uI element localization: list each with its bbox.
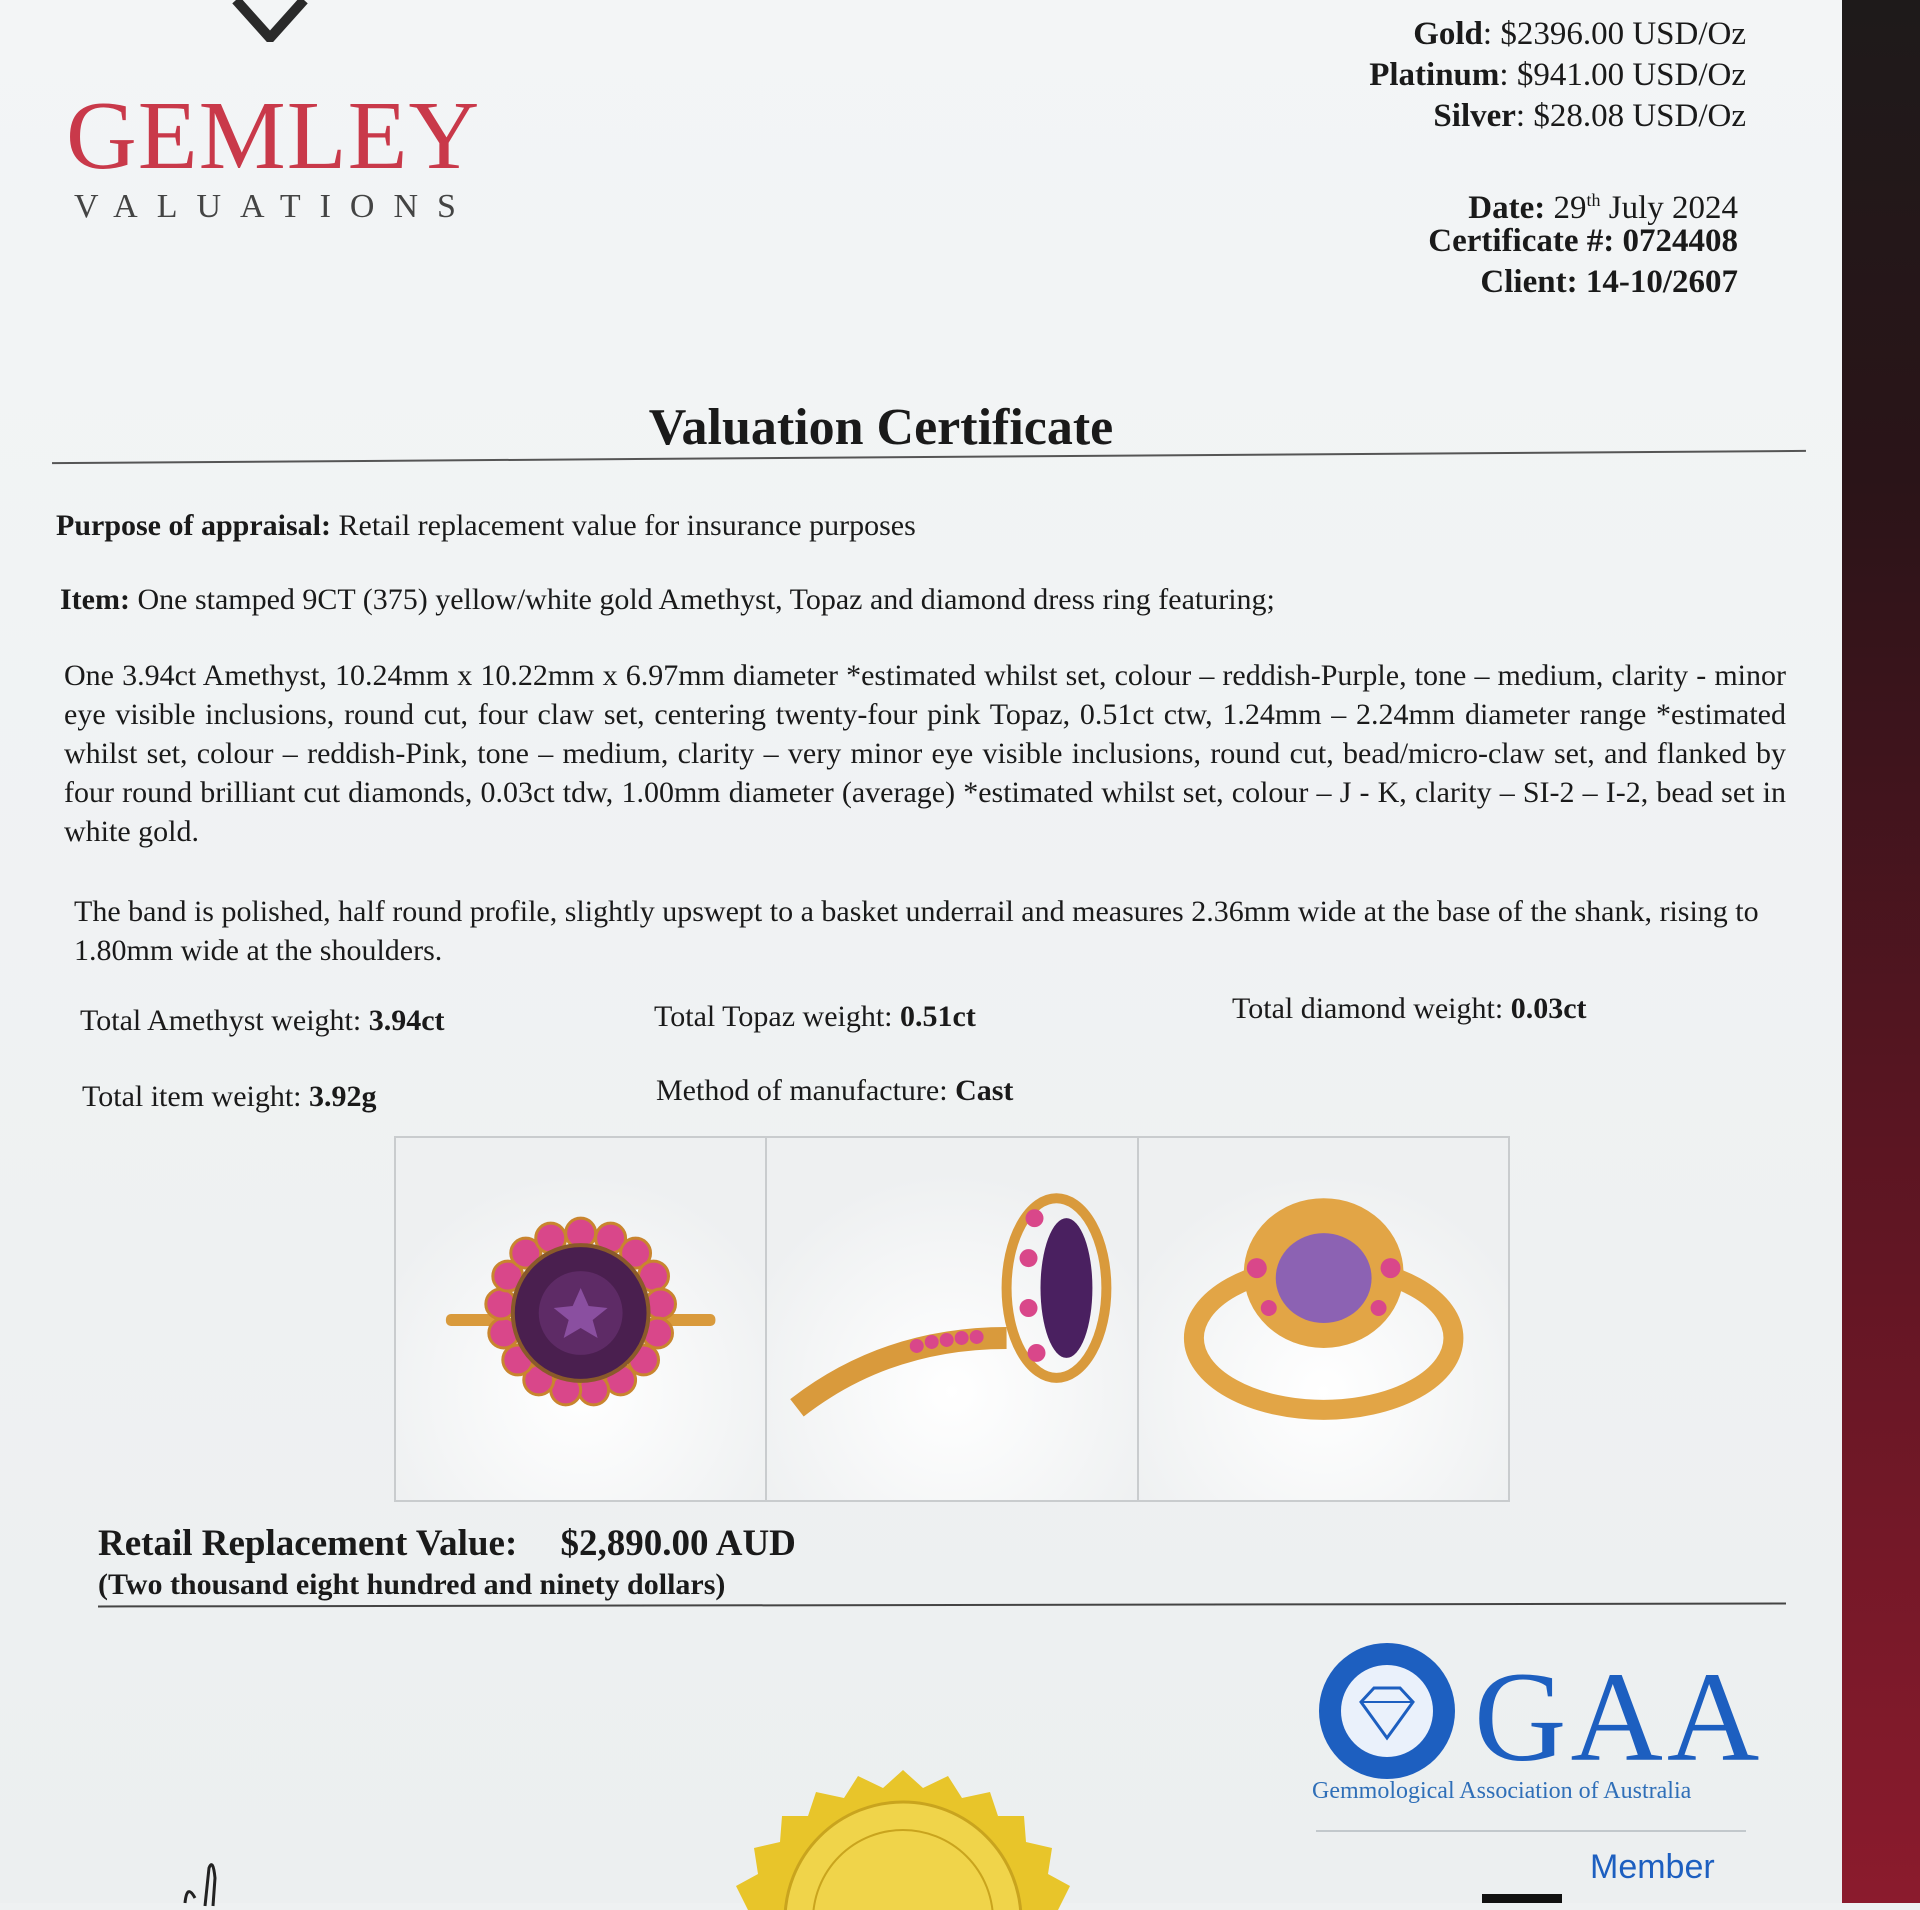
date-day: 29: [1553, 190, 1587, 226]
topaz-weight-label: Total Topaz weight:: [654, 1000, 893, 1033]
metal-rate-platinum: Platinum: $941.00 USD/Oz: [1369, 57, 1746, 93]
client-value: 14-10/2607: [1585, 264, 1738, 300]
certificate-label: Certificate #:: [1428, 223, 1615, 259]
item-line: [60, 580, 1800, 619]
gold-seal-icon: [718, 1770, 1088, 1910]
item-weight-value: 3.92g: [309, 1080, 377, 1113]
manufacture-value: Cast: [955, 1074, 1014, 1107]
gaa-emblem-icon: [1316, 1640, 1458, 1782]
certificate-value: 0724408: [1622, 223, 1738, 259]
date-suffix: th: [1586, 190, 1601, 210]
gaa-acronym: GAA: [1474, 1646, 1764, 1788]
corner-tab: [1482, 1894, 1562, 1903]
retail-value-label: Retail Replacement Value:: [98, 1523, 518, 1564]
value-divider: [98, 1603, 1786, 1608]
metal-rate-gold: Gold: $2396.00 USD/Oz: [1413, 16, 1746, 52]
stat-amethyst-weight: [80, 1004, 445, 1038]
purpose-label: Purpose of appraisal:: [56, 509, 332, 542]
platinum-label: Platinum: [1369, 57, 1500, 93]
topaz-weight-value: 0.51ct: [900, 1000, 976, 1033]
signature-mark: [175, 1848, 255, 1908]
stat-manufacture: [656, 1074, 1013, 1108]
client-label: Client:: [1480, 264, 1578, 300]
platinum-value: $941.00 USD/Oz: [1516, 57, 1746, 93]
ring-photo-top: [396, 1138, 767, 1500]
ring-back-view-image: [1139, 1138, 1508, 1500]
stat-topaz-weight: [654, 1000, 976, 1034]
diamond-logo-icon: [230, 0, 310, 42]
item-label: Item:: [60, 583, 130, 616]
gaa-member-label: Member: [1590, 1848, 1715, 1886]
item-value: One stamped 9CT (375) yellow/white gold Amethyst, Topaz and diamond dress ring featuring;: [137, 583, 1275, 616]
retail-value-amount: $2,890.00 AUD: [560, 1523, 796, 1564]
ring-photo-back: [1139, 1138, 1508, 1500]
date-rest: July 2024: [1608, 190, 1738, 226]
ring-photo-side: [767, 1138, 1138, 1500]
page-title: Valuation Certificate: [648, 399, 1114, 456]
gold-value: $2396.00 USD/Oz: [1500, 16, 1746, 52]
brand-subtitle: VALUATIONS: [74, 188, 475, 225]
manufacture-label: Method of manufacture:: [656, 1074, 948, 1107]
ring-side-view-image: [767, 1138, 1136, 1500]
brand-name: GEMLEY: [66, 82, 481, 190]
gaa-divider: [1316, 1830, 1746, 1832]
gold-label: Gold: [1413, 16, 1483, 52]
ring-photo-strip: [394, 1136, 1510, 1502]
silver-value: $28.08 USD/Oz: [1533, 98, 1746, 134]
stone-description: One 3.94ct Amethyst, 10.24mm x 10.22mm x 6.97mm diameter *estimated whilst set, colour – reddish-Purple, tone – medium, clarity - minor eye visible inclusions, round cut, four claw set, centering twenty-four pink Topaz, 0.51ct ctw, 1.24mm – 2.24mm diameter range *estimated whilst set, colour – reddish-Pink, tone – medium, clarity – very minor eye visible inclusions, round cut, bead/micro-claw set, and flanked by four round brilliant cut diamonds, 0.03ct tdw, 1.00mm diameter (average) *estimated whilst set, colour – J - K, clarity – SI-2 – I-2, bead set in white gold.: [64, 659, 1786, 848]
amethyst-weight-label: Total Amethyst weight:: [80, 1004, 362, 1037]
date-label: Date:: [1468, 190, 1546, 226]
band-description: The band is polished, half round profile, slightly upswept to a basket underrail and measures 2.36mm wide at the base of the shank, rising to 1.80mm wide at the shoulders.: [74, 895, 1759, 967]
background-edge: [1842, 0, 1920, 1903]
metal-rate-silver: Silver: $28.08 USD/Oz: [1433, 98, 1746, 134]
retail-value-line: [98, 1522, 796, 1565]
purpose-value: Retail replacement value for insurance purposes: [338, 509, 916, 542]
retail-value-words: (Two thousand eight hundred and ninety dollars): [98, 1568, 726, 1601]
stat-diamond-weight: [1232, 992, 1587, 1026]
diamond-weight-value: 0.03ct: [1510, 992, 1587, 1025]
certificate-number: [1428, 221, 1738, 262]
diamond-weight-label: Total diamond weight:: [1232, 992, 1504, 1025]
item-weight-label: Total item weight:: [82, 1080, 302, 1113]
amethyst-weight-value: 3.94ct: [368, 1004, 445, 1037]
ring-top-view-image: [396, 1138, 765, 1500]
stat-item-weight: [82, 1080, 377, 1114]
purpose-line: [56, 506, 1796, 545]
client-number: [1480, 262, 1738, 303]
gaa-full-name: Gemmological Association of Australia: [1312, 1778, 1692, 1804]
silver-label: Silver: [1433, 98, 1516, 134]
